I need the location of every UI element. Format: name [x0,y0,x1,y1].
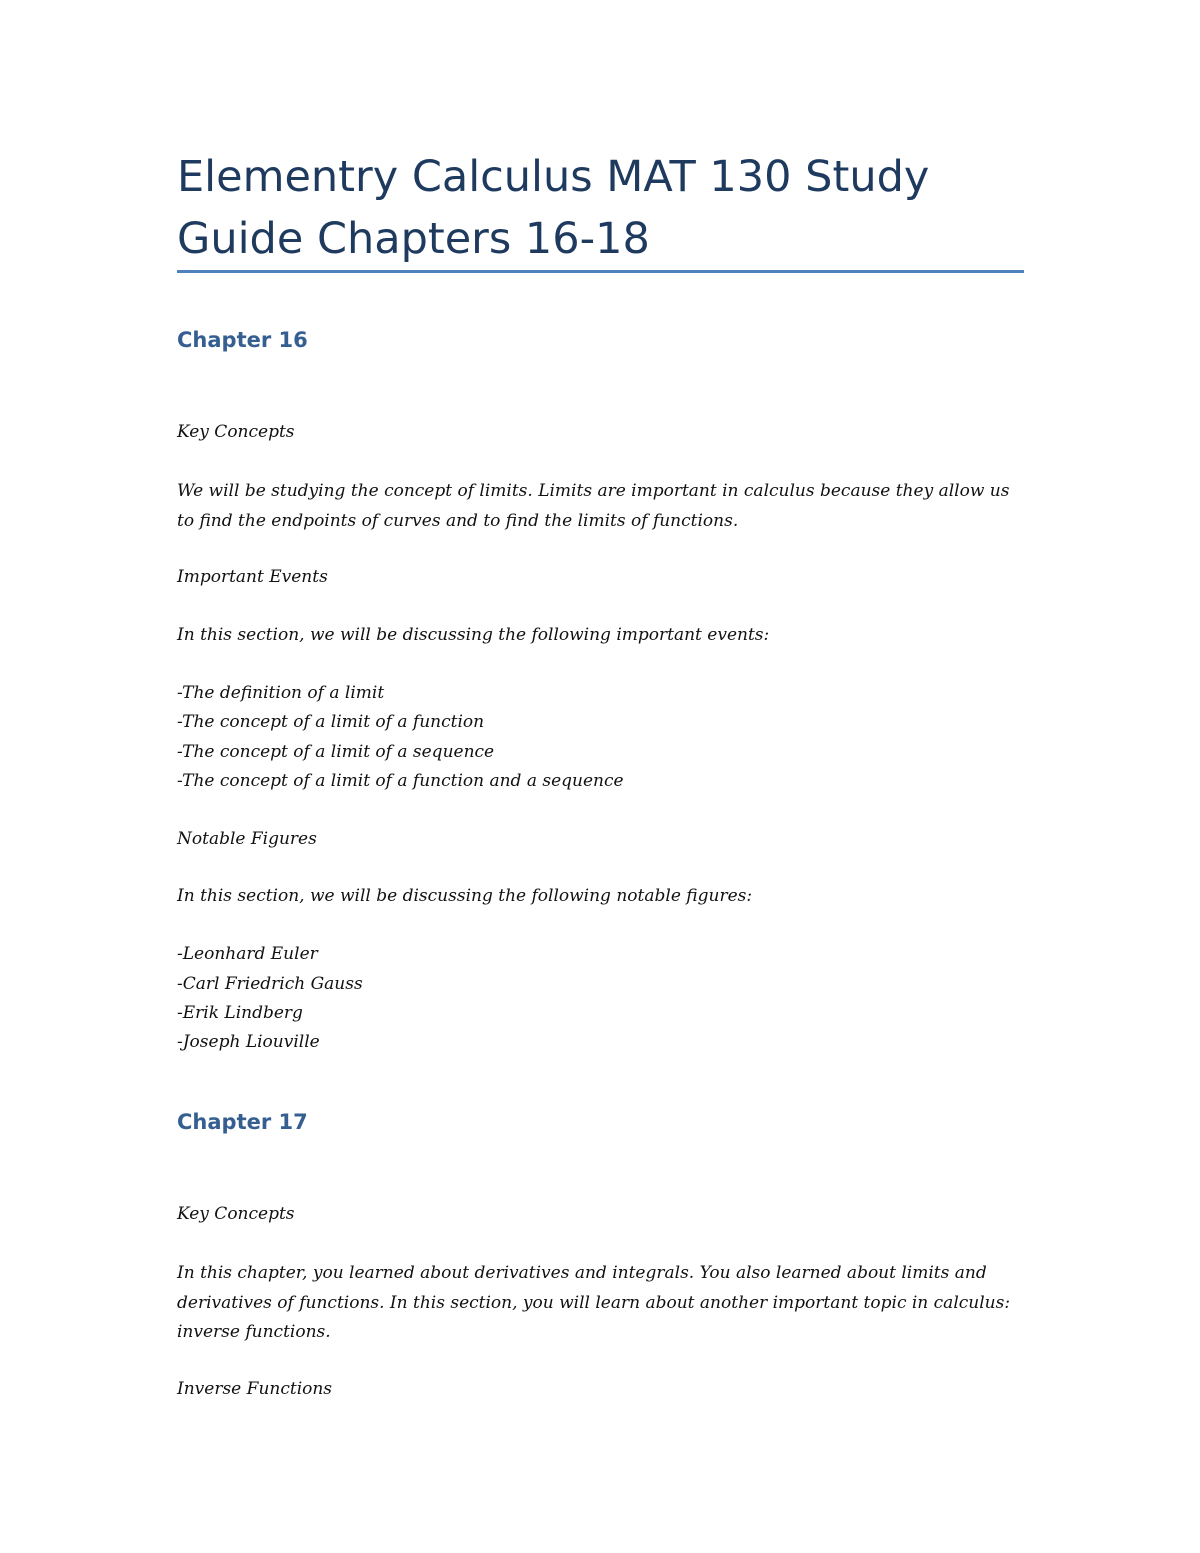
ch16-event-item: -The definition of a limit [177,683,385,703]
ch16-event-item: -The concept of a limit of a sequence [177,742,495,762]
ch16-event-item: -The concept of a limit of a function [177,712,485,732]
ch17-key-concepts-label: Key Concepts [177,1204,295,1224]
ch16-event-item: -The concept of a limit of a function and a sequence [177,771,624,791]
ch16-figure-item: -Carl Friedrich Gauss [177,974,363,994]
title-underline-rule [177,270,1024,273]
ch16-important-events-label: Important Events [177,567,328,587]
ch16-notable-figures-label: Notable Figures [177,829,317,849]
ch17-inverse-functions-label: Inverse Functions [177,1379,333,1399]
ch16-key-concepts-text: We will be studying the concept of limits. Limits are important in calculus because they allow us to find the endpoints of curves and to find the limits of functions. [177,481,1010,531]
ch16-figure-item: -Leonhard Euler [177,944,318,964]
chapter-17-heading: Chapter 17 [177,1110,308,1134]
ch16-figure-item: -Joseph Liouville [177,1032,320,1052]
ch16-figure-item: -Erik Lindberg [177,1003,303,1023]
ch16-notable-figures-intro: In this section, we will be discussing the following notable figures: [177,886,753,906]
chapter-16-heading: Chapter 16 [177,328,308,352]
ch17-key-concepts-text: In this chapter, you learned about derivatives and integrals. You also learned about limits and derivatives of functions. In this section, you will learn about another important topic in calculus: inverse functions. [177,1263,1011,1342]
ch16-key-concepts-label: Key Concepts [177,422,295,442]
ch16-important-events-intro: In this section, we will be discussing the following important events: [177,625,770,645]
document-title: Elementry Calculus MAT 130 Study Guide Chapters 16-18 [177,152,930,264]
